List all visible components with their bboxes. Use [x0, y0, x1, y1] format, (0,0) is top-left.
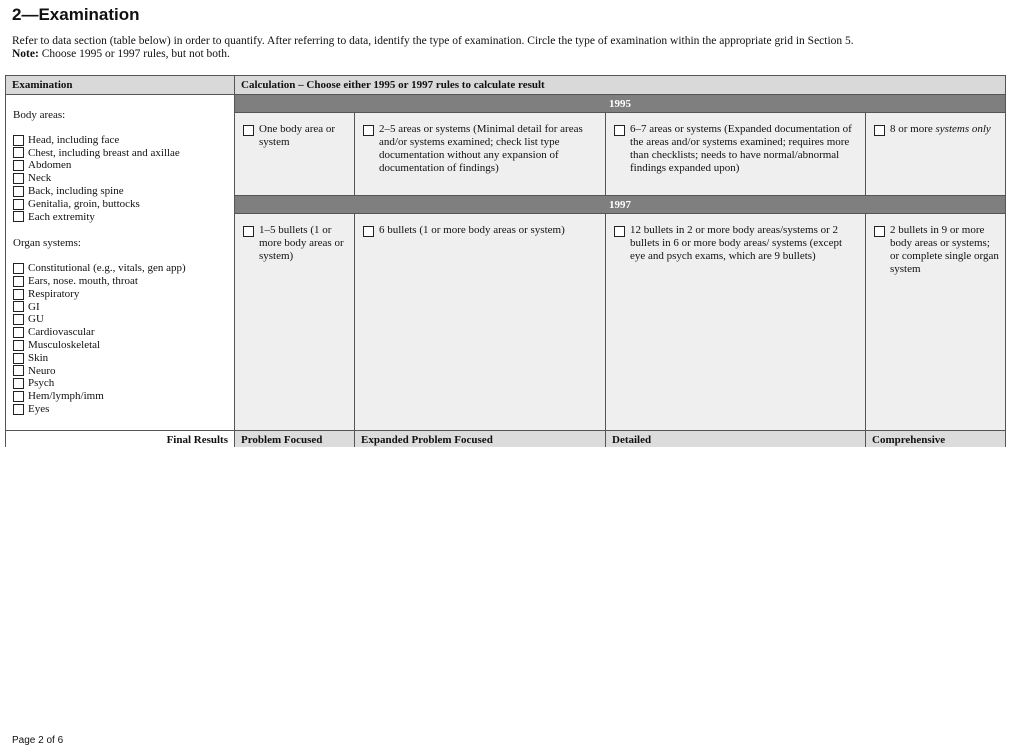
band-1997: 1997 — [235, 195, 1005, 214]
checklist-item[interactable] — [13, 339, 227, 352]
rule-text: One body area or system — [259, 123, 336, 148]
checklist-item-label: Hem/lymph/imm — [28, 390, 104, 403]
rule-1995-problem-focused[interactable] — [235, 113, 355, 195]
checklist-item[interactable] — [13, 159, 227, 172]
intro-line: Refer to data section (table below) in order to quantify. After referring to data, identify the type of examination. Circle the type of examination within the appropriate grid in Section 5. — [12, 35, 854, 47]
body-areas-label: Body areas: — [13, 109, 66, 121]
checklist-item-label: Each extremity — [28, 210, 95, 223]
checklist-item-label: Neck — [28, 172, 52, 185]
checklist-item[interactable] — [13, 403, 227, 416]
checklist-item[interactable] — [13, 185, 227, 198]
rule-1997-comprehensive[interactable] — [866, 214, 1005, 430]
checklist-item[interactable] — [13, 198, 227, 211]
checklist-item[interactable] — [13, 147, 227, 160]
checkbox[interactable] — [13, 340, 24, 351]
checkbox[interactable] — [363, 226, 374, 237]
checklist-item-label: Abdomen — [28, 159, 72, 172]
checklist-item-label: Musculoskeletal — [28, 338, 101, 351]
checklist-item-label: Eyes — [28, 402, 50, 415]
checklist-item-label: Constitutional (e.g., vitals, gen app) — [28, 262, 186, 275]
checklist-item[interactable] — [13, 377, 227, 390]
checklist-item[interactable] — [13, 211, 227, 224]
checklist-item[interactable] — [13, 313, 227, 326]
checklist-item[interactable] — [13, 326, 227, 339]
rule-text: 8 or more — [890, 123, 936, 135]
band-1995: 1995 — [235, 95, 1005, 113]
rule-text-italic: systems only — [935, 123, 991, 135]
checklist-item-label: Back, including spine — [28, 184, 124, 197]
rule-1995-comprehensive[interactable] — [866, 113, 1005, 195]
checklist-item[interactable] — [13, 390, 227, 403]
section-title: 2—Examination — [12, 5, 140, 24]
checklist-item-label: Psych — [28, 377, 55, 390]
checkbox[interactable] — [13, 173, 24, 184]
checkbox[interactable] — [13, 327, 24, 338]
rule-1997-expanded[interactable] — [355, 214, 606, 430]
checkbox[interactable] — [13, 160, 24, 171]
checkbox[interactable] — [13, 301, 24, 312]
rule-1995-detailed[interactable] — [606, 113, 866, 195]
checklist-item-label: GI — [28, 300, 40, 313]
checkbox[interactable] — [13, 378, 24, 389]
result-problem-focused[interactable]: Problem Focused — [235, 430, 355, 447]
checkbox[interactable] — [13, 186, 24, 197]
rule-text: 6 bullets (1 or more body areas or system) — [379, 224, 565, 236]
rule-text: 12 bullets in 2 or more body areas/systems or 2 bullets in 6 or more body areas/ systems (except eye and psych exams, which are 9 bullets) — [630, 224, 843, 262]
checklist-item[interactable] — [13, 288, 227, 301]
checklist-item[interactable] — [13, 365, 227, 378]
checkbox[interactable] — [614, 125, 625, 136]
checklist-item[interactable] — [13, 172, 227, 185]
checkbox[interactable] — [13, 199, 24, 210]
checkbox[interactable] — [363, 125, 374, 136]
instructions — [12, 35, 854, 61]
examination-table — [5, 75, 1006, 447]
result-detailed[interactable]: Detailed — [606, 430, 866, 447]
checkbox[interactable] — [13, 289, 24, 300]
rule-1995-expanded[interactable] — [355, 113, 606, 195]
checklist-item-label: Respiratory — [28, 287, 80, 300]
checklist-item-label: GU — [28, 313, 44, 326]
rule-text: 1–5 bullets (1 or more body areas or system) — [259, 224, 344, 262]
note-label: Note: — [12, 48, 39, 60]
result-comprehensive[interactable]: Comprehensive — [866, 430, 1005, 447]
checkbox[interactable] — [874, 125, 885, 136]
checkbox[interactable] — [13, 365, 24, 376]
result-expanded-problem-focused[interactable]: Expanded Problem Focused — [355, 430, 606, 447]
checklist-item-label: Cardiovascular — [28, 326, 95, 339]
checklist-item-label: Head, including face — [28, 133, 120, 146]
checklist-item[interactable] — [13, 262, 227, 275]
checkbox[interactable] — [13, 147, 24, 158]
checklist-item[interactable] — [13, 301, 227, 314]
checklist-item-label: Neuro — [28, 364, 56, 377]
header-calculation: Calculation – Choose either 1995 or 1997 rules to calculate result — [235, 76, 1005, 95]
checkbox[interactable] — [13, 211, 24, 222]
checklist-item[interactable] — [13, 352, 227, 365]
rule-text: 6–7 areas or systems (Expanded documentation of the areas and/or systems examined; requires more than checklists; needs to have normal/abnormal findings expanded upon) — [630, 123, 852, 174]
checkbox[interactable] — [243, 226, 254, 237]
checklist-item-label: Genitalia, groin, buttocks — [28, 197, 140, 210]
page-number: Page 2 of 6 — [12, 735, 64, 746]
checklist-item-label: Ears, nose. mouth, throat — [28, 274, 138, 287]
header-examination: Examination — [6, 76, 235, 95]
final-results-label: Final Results — [6, 430, 235, 447]
checkbox[interactable] — [614, 226, 625, 237]
checkbox[interactable] — [243, 125, 254, 136]
checkbox[interactable] — [13, 353, 24, 364]
checklist-item-label: Skin — [28, 351, 49, 364]
checklist-item[interactable] — [13, 275, 227, 288]
checkbox[interactable] — [13, 276, 24, 287]
rule-text: 2 bullets in 9 or more body areas or systems; or complete single organ system — [890, 224, 999, 275]
rule-1997-problem-focused[interactable] — [235, 214, 355, 430]
checkbox[interactable] — [13, 391, 24, 402]
checklist-item[interactable] — [13, 134, 227, 147]
checkbox[interactable] — [13, 314, 24, 325]
rule-text: 2–5 areas or systems (Minimal detail for areas and/or systems examined; check list type documentation without any expansion of documentation of findings) — [379, 123, 583, 174]
rule-1997-detailed[interactable] — [606, 214, 866, 430]
checkbox[interactable] — [13, 135, 24, 146]
organ-systems-label: Organ systems: — [13, 237, 81, 250]
note-text: Choose 1995 or 1997 rules, but not both. — [41, 48, 230, 60]
checklist-item-label: Chest, including breast and axillae — [28, 146, 180, 159]
checkbox[interactable] — [874, 226, 885, 237]
checkbox[interactable] — [13, 263, 24, 274]
checkbox[interactable] — [13, 404, 24, 415]
examination-checklist — [6, 95, 235, 430]
